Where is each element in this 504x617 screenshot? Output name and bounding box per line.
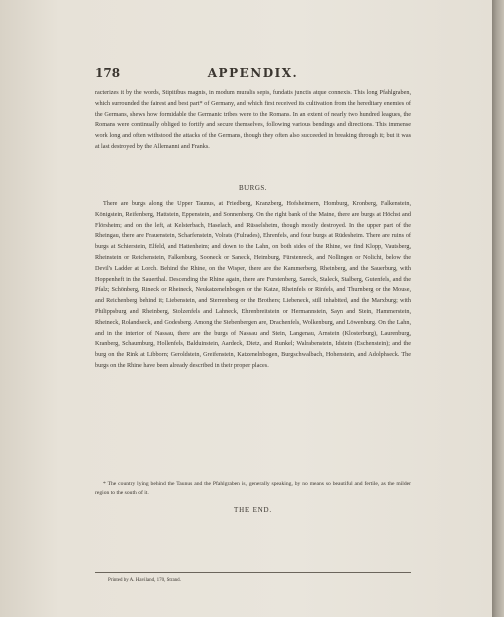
book-edge — [492, 0, 504, 617]
section-heading: BURGS. — [238, 184, 268, 192]
the-end: THE END. — [234, 506, 272, 514]
page-header — [95, 66, 411, 80]
body-paragraph-2: There are burgs along the Upper Taunus, at Friedberg, Kranzberg, Hofsheimern, Homburg, Kronberg, Falkenstein, Königstein, Reifenberg, Hattstein, Eppenstein, and Sonnenberg. On the right bank of the Maine, there are burgs at Höchst and Flörsheim; and on the left, at Kelsterbach, Haselach, and Rüsselsheim, though mostly destroyed. In the upper part of the Rheingau, there are Frauenstein, Scharfenstein, Volrats (Fulrades), Ehrenfels, and four burgs at Rüdesheim. There are ruins of burgs at Schierstein, Elfeld, and Hattenheim; and down to the Lahn, on both sides of the Rhine, we find Klopp, Vautsberg, Rheinstein or Reichenstein, Falkenburg, Sooneck or Saneck, Heimburg, Fürstenreck, and Nollingen or Nolicht, below the Devil's Ladder at Lorch. Behind the Rhine, on the Wisper, there are the Kammerberg, Rheinberg, and the Sauerburg, with Hoppenheft in the Sauerthal. Descending the Rhine again, there are Furstenberg, Sareck, Stalеck, Stalberg, Gutenfels, and the Pfalz; Schönberg, Rineck or Rheineck, Neukatzenelnbogen or the Katze, Rheinfels or Rinfels, and Thurnberg or the Mouse, and Reichenberg behind it; Liebenstein, and Sterrenberg or the Brothers; Liebeneck, still inhabited, and the Marxburg; with Philippsburg and Rheinberg, Stolzenfels and Lahneck, Ehrenbreitstein or Hermannstein, Sayn and Stein, Hammerstein, Rheineck, Rolandseck, and Godesberg. Among the Siebenbergen are, Drachenfels, Wolkenburg, and Löwenburg. On the Lahn, and in the interior of Nassau, there are the burgs of Nassau and Stein, Langenau, Arnstein (Klosterburg), Laurenburg, Kranberg, Schaumburg, Hollenfels, Balduinstein, Aardeck, Dietz, and Runkel; Walrabenstein, Idstein (Eschenstein); and the burg on the Rink at Libborn; Geroldstein, Greifenstein, Katzenelnbogen, Burgschwalbach, Hohenstein, and Adolphseck. The burgs on the Rhine have been already described in their proper places. — [95, 200, 411, 369]
page-number: 178 — [95, 66, 121, 80]
running-title: APPENDIX. — [207, 66, 299, 80]
body-paragraph-1: racterizes it by the words, Stipitibus magnis, in modum muralis sepis, fundatis junctis atque connexis. This long Pfahlgraben, which surrounded the fairest and best part* of Germany, and which first received its cultivation from the hereditary enemies of the Germans, shews how formidable the Germanic tribes were to the Romans. In an extent of nearly two hundred leagues, the Romans were continually obliged to fortify and secure themselves, following various bendings and directions. This immense work long and often withstood the attacks of the Germans, though they often also succeeded in breaking through it; but it was at last destroyed by the Allemanni and Franks. — [95, 89, 411, 150]
footnote: * The country lying behind the Taunus and the Pfahlgraben is, generally speaking, by no means so beautiful and fertile, as the milder region to the south of it. — [95, 481, 411, 496]
printer-imprint: Printed by A. Haviland, 170, Strand. — [108, 578, 181, 583]
colophon-rule — [95, 572, 411, 573]
